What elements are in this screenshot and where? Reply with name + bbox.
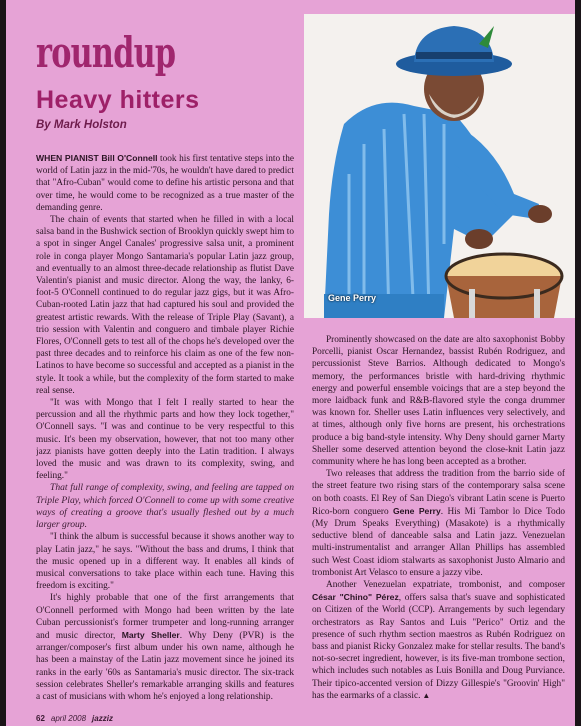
magazine-page [6,0,575,726]
article-column-left [36,152,294,712]
paragraph: WHEN PIANIST Bill O'Connell took his first tentative steps into the world of Latin jazz in the mid-'70s, he wouldn't have dared to predict that "Afro-Cuban" would come to define his artistic persona and that over time, he would come to be recognized as a true master of the demanding genre. [36,153,294,213]
paragraph: The chain of events that started when he filled in with a local salsa band in the Bushwick section of Brooklyn quickly swept him to a spot in singer Angel Canales' progressive salsa unit, a prominent role in conga player Mongo Santamaria's popular Latin jazz group, and eventually to an almost three-decade relationship as flutist Dave Valentin's pianist and music director. Along the way, the lanky, 6-foot-5 O'Connell continued to do regular jazz gigs, but it was Afro-Cuban-rooted Latin jazz that had captured his soul and provided the greatest artistic rewards. With the release of Triple Play (Savant), a trio session with Valentin and conguero and timbale player Richie Flores, O'Connell gets to test all of the chops he's developed over the past three decades and to reinforce his claim as one of the few non-Latinos to have become so successful and accepted as a pianist in the style. It took a while, but the complexity of the form started to make real sense. [36,215,294,396]
article-column-right [312,334,565,718]
end-mark-icon: ▲ [420,690,431,700]
musician-photo [304,14,575,318]
issue-date: april 2008 [50,714,87,723]
artist-name: Marty Sheller [121,629,180,640]
lead-in: WHEN PIANIST Bill O'Connell [36,153,158,163]
paragraph: "I think the album is successful because it shows another way to play Latin jazz," he says. "Without the bass and drums, I think that the music opened up in a different way. It enables all kinds of musical conversations to take place within each tune. Having this freedom is exciting." [36,532,294,592]
section-kicker: roundup [36,28,176,77]
paragraph: That full range of complexity, swing, and feeling are tapped on Triple Play, which forced O'Connell to come up with some creative ways of creating a groove that's usually fleshed out by a much larger group. [36,482,294,531]
paragraph: It's highly probable that one of the first arrangements that O'Connell performed with Mongo had been written by the late Cuban percussionist's former trumpeter and long-running arranger and music director, Marty Sheller. Why Deny (PVR) is the arranger/composer's first album under his own name, although he has been a mainstay of the Latin jazz movement since he joined its ranks in the early '60s as Santamaria's music director. The six-track session celebrates Sheller's remarkable arranging skills and features a cast of musicians with whom he's enjoyed a long relationship. [36,593,294,702]
photo-caption: Gene Perry [328,293,377,303]
paragraph: Prominently showcased on the date are alto saxophonist Bobby Porcelli, pianist Oscar Hernandez, bassist Rubén Rodriguez, and percussionist Steve Barrios. Although dedicated to Mongo's memory, the performances bristle with hard-driving rhythmic energy and powerful ensemble voicings that are a step beyond the more laidback funk and R&B-flavored style the conga drummer was known for. Sheller uses Latin influences very selectively, and at times, although only five horns are present, his orchestrations produce a big band-style intensity. Why Deny should garner Marty Sheller some deserved attention beyond the close-knit Latin jazz community where he has long been accepted as a brother. [312,335,565,468]
magazine-name: jazziz [92,714,113,723]
article-headline: Heavy hitters [36,86,200,114]
paragraph: Two releases that address the tradition from the barrio side of the street feature two rising stars of the contemporary salsa scene on both coasts. El Rey of San Diego's vibrant Latin scene is Puerto Rico-born conguero Gene Perry. His Mi Tambor lo Dice Todo (My Drum Speaks Everything) (Masakote) is a rhythmically seductive blend of danceable salsa and Latin jazz. Venezuelan multi-instrumentalist and arranger Allan Phillips has assembled such West Coast idiom stalwarts as saxophonist Justo Almario and trombonist Art Velasco to ensure a jazzy vibe. [312,469,565,578]
page-folio [36,714,113,723]
paragraph: Another Venezuelan expatriate, trombonist, and composer César "Chino" Pérez, offers salsa that's suave and sophisticated on Citizen of the World (CCP). Arrangements by such legendary orchestrators as Ray Santos and Luis "Perico" Ortiz and the presence of such rhythm section maestros as Rubén Rodriguez on bass and pianist Ricky Gonzalez make for stellar results. The band's not-so-secret ingredient, however, is its five-man trombone section, which includes such notables as Luis Bonilla and Doug Purviance. Their tipico-accented version of Dizzy Gillespie's "Groovin' High" has the earmarks of a classic. ▲ [312,580,565,701]
byline: By Mark Holston [36,119,127,131]
page-number: 62 [36,714,45,723]
artist-name: César "Chino" Pérez [312,592,399,603]
artist-name: Gene Perry [392,505,441,516]
musician-illustration [304,14,575,318]
paragraph: "It was with Mongo that I felt I really started to hear the percussion and all the rhythmic parts and how they lock together," O'Connell says. "I was and continue to be very respectful to this music. It's been my observation, however, that not too many other jazz pianists have gotten deeply into the Latin tradition. I always loved the music and was drawn to its complexity, swing, and feeling." [36,398,294,482]
